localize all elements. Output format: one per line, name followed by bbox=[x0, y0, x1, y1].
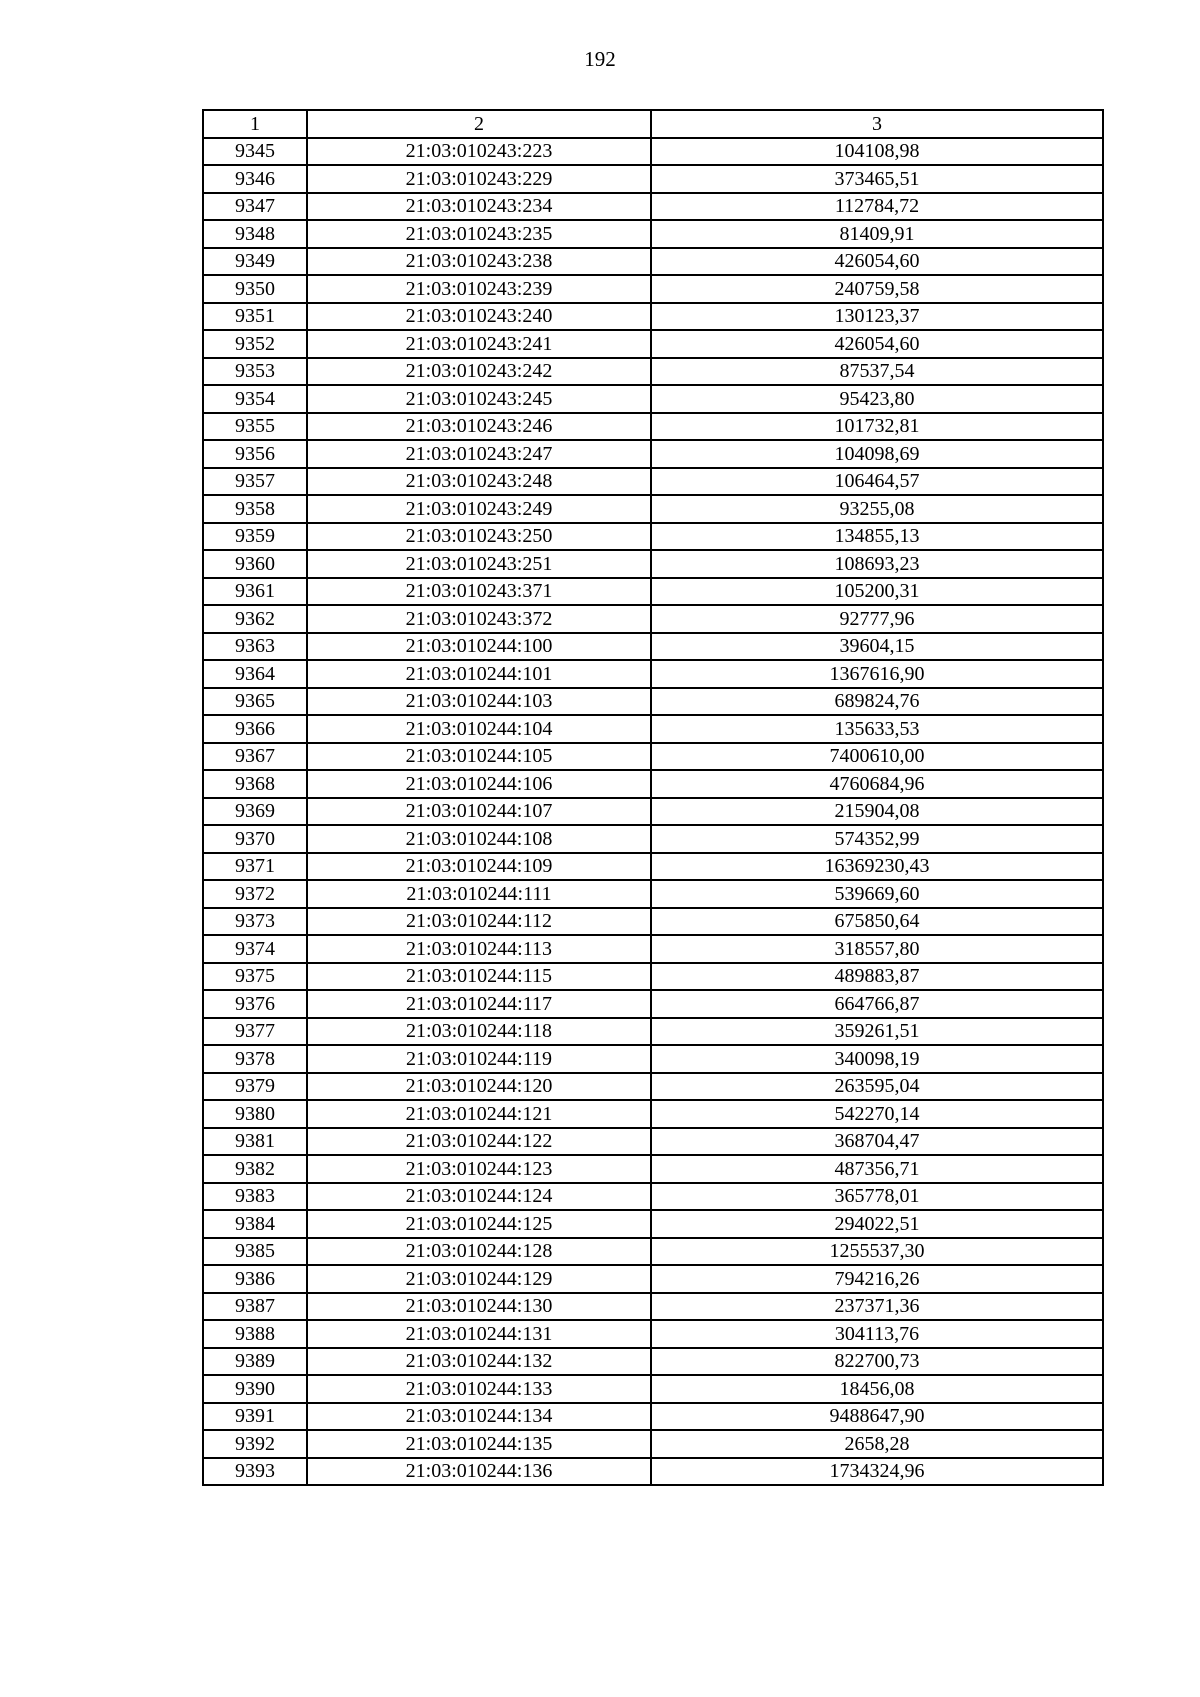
cadastral-number-cell: 21:03:010243:248 bbox=[307, 468, 651, 496]
cadastral-value-cell: 539669,60 bbox=[651, 880, 1103, 908]
cadastral-value-cell: 426054,60 bbox=[651, 330, 1103, 358]
cadastral-value-cell: 101732,81 bbox=[651, 413, 1103, 441]
cadastral-value-cell: 373465,51 bbox=[651, 165, 1103, 193]
row-number-cell: 9378 bbox=[203, 1045, 307, 1073]
cadastral-value-cell: 39604,15 bbox=[651, 633, 1103, 661]
cadastral-value-cell: 16369230,43 bbox=[651, 853, 1103, 881]
cadastral-number-cell: 21:03:010243:249 bbox=[307, 495, 651, 523]
row-number-cell: 9392 bbox=[203, 1430, 307, 1458]
row-number-cell: 9345 bbox=[203, 138, 307, 166]
cadastral-number-cell: 21:03:010243:372 bbox=[307, 605, 651, 633]
table-row bbox=[203, 138, 1103, 166]
cadastral-value-cell: 135633,53 bbox=[651, 715, 1103, 743]
cadastral-value-cell: 318557,80 bbox=[651, 935, 1103, 963]
table-row bbox=[203, 688, 1103, 716]
table-row bbox=[203, 578, 1103, 606]
row-number-cell: 9360 bbox=[203, 550, 307, 578]
cadastral-number-cell: 21:03:010243:235 bbox=[307, 220, 651, 248]
table-header-row bbox=[203, 110, 1103, 138]
cadastral-value-cell: 294022,51 bbox=[651, 1210, 1103, 1238]
row-number-cell: 9357 bbox=[203, 468, 307, 496]
cadastral-number-cell: 21:03:010244:118 bbox=[307, 1018, 651, 1046]
cadastral-value-cell: 87537,54 bbox=[651, 358, 1103, 386]
cadastral-number-cell: 21:03:010244:101 bbox=[307, 660, 651, 688]
cadastral-number-cell: 21:03:010243:234 bbox=[307, 193, 651, 221]
table-row bbox=[203, 1155, 1103, 1183]
table-row bbox=[203, 165, 1103, 193]
cadastral-number-cell: 21:03:010243:229 bbox=[307, 165, 651, 193]
cadastral-value-cell: 18456,08 bbox=[651, 1375, 1103, 1403]
cadastral-number-cell: 21:03:010244:134 bbox=[307, 1403, 651, 1431]
cadastral-number-cell: 21:03:010244:125 bbox=[307, 1210, 651, 1238]
cadastral-value-cell: 340098,19 bbox=[651, 1045, 1103, 1073]
row-number-cell: 9353 bbox=[203, 358, 307, 386]
row-number-cell: 9375 bbox=[203, 963, 307, 991]
table-row bbox=[203, 633, 1103, 661]
table-row bbox=[203, 770, 1103, 798]
row-number-cell: 9369 bbox=[203, 798, 307, 826]
cadastral-number-cell: 21:03:010243:245 bbox=[307, 385, 651, 413]
cadastral-number-cell: 21:03:010243:251 bbox=[307, 550, 651, 578]
cadastral-number-cell: 21:03:010244:120 bbox=[307, 1073, 651, 1101]
cadastral-number-cell: 21:03:010244:119 bbox=[307, 1045, 651, 1073]
row-number-cell: 9356 bbox=[203, 440, 307, 468]
cadastral-value-cell: 237371,36 bbox=[651, 1293, 1103, 1321]
cadastral-number-cell: 21:03:010244:131 bbox=[307, 1320, 651, 1348]
cadastral-number-cell: 21:03:010244:135 bbox=[307, 1430, 651, 1458]
table-body bbox=[203, 138, 1103, 1486]
cadastral-number-cell: 21:03:010244:113 bbox=[307, 935, 651, 963]
table-row bbox=[203, 1293, 1103, 1321]
row-number-cell: 9373 bbox=[203, 908, 307, 936]
table-row bbox=[203, 440, 1103, 468]
table-row bbox=[203, 1073, 1103, 1101]
row-number-cell: 9393 bbox=[203, 1458, 307, 1486]
cadastral-number-cell: 21:03:010244:104 bbox=[307, 715, 651, 743]
row-number-cell: 9358 bbox=[203, 495, 307, 523]
table-row bbox=[203, 1045, 1103, 1073]
table-row bbox=[203, 1128, 1103, 1156]
row-number-cell: 9387 bbox=[203, 1293, 307, 1321]
row-number-cell: 9391 bbox=[203, 1403, 307, 1431]
row-number-cell: 9367 bbox=[203, 743, 307, 771]
row-number-cell: 9352 bbox=[203, 330, 307, 358]
row-number-cell: 9371 bbox=[203, 853, 307, 881]
column-header-3: 3 bbox=[651, 110, 1103, 138]
cadastral-number-cell: 21:03:010243:238 bbox=[307, 248, 651, 276]
cadastral-value-cell: 104108,98 bbox=[651, 138, 1103, 166]
row-number-cell: 9349 bbox=[203, 248, 307, 276]
table-row bbox=[203, 1403, 1103, 1431]
row-number-cell: 9390 bbox=[203, 1375, 307, 1403]
cadastral-value-cell: 689824,76 bbox=[651, 688, 1103, 716]
table-row bbox=[203, 303, 1103, 331]
cadastral-number-cell: 21:03:010244:128 bbox=[307, 1238, 651, 1266]
row-number-cell: 9377 bbox=[203, 1018, 307, 1046]
table-row bbox=[203, 468, 1103, 496]
table-row bbox=[203, 495, 1103, 523]
cadastral-number-cell: 21:03:010244:122 bbox=[307, 1128, 651, 1156]
cadastral-value-cell: 426054,60 bbox=[651, 248, 1103, 276]
cadastral-value-cell: 104098,69 bbox=[651, 440, 1103, 468]
row-number-cell: 9359 bbox=[203, 523, 307, 551]
cadastral-number-cell: 21:03:010244:121 bbox=[307, 1100, 651, 1128]
cadastral-number-cell: 21:03:010244:117 bbox=[307, 990, 651, 1018]
row-number-cell: 9346 bbox=[203, 165, 307, 193]
cadastral-number-cell: 21:03:010244:106 bbox=[307, 770, 651, 798]
row-number-cell: 9370 bbox=[203, 825, 307, 853]
cadastral-value-cell: 368704,47 bbox=[651, 1128, 1103, 1156]
cadastral-value-cell: 1367616,90 bbox=[651, 660, 1103, 688]
row-number-cell: 9368 bbox=[203, 770, 307, 798]
cadastral-number-cell: 21:03:010243:371 bbox=[307, 578, 651, 606]
cadastral-value-cell: 2658,28 bbox=[651, 1430, 1103, 1458]
cadastral-value-cell: 106464,57 bbox=[651, 468, 1103, 496]
table-row bbox=[203, 1430, 1103, 1458]
row-number-cell: 9388 bbox=[203, 1320, 307, 1348]
cadastral-number-cell: 21:03:010244:115 bbox=[307, 963, 651, 991]
table-row bbox=[203, 523, 1103, 551]
cadastral-value-cell: 664766,87 bbox=[651, 990, 1103, 1018]
table-row bbox=[203, 1375, 1103, 1403]
cadastral-number-cell: 21:03:010243:242 bbox=[307, 358, 651, 386]
cadastral-value-cell: 112784,72 bbox=[651, 193, 1103, 221]
cadastral-number-cell: 21:03:010244:133 bbox=[307, 1375, 651, 1403]
table-row bbox=[203, 1265, 1103, 1293]
cadastral-number-cell: 21:03:010243:250 bbox=[307, 523, 651, 551]
cadastral-number-cell: 21:03:010244:124 bbox=[307, 1183, 651, 1211]
row-number-cell: 9389 bbox=[203, 1348, 307, 1376]
row-number-cell: 9361 bbox=[203, 578, 307, 606]
cadastral-value-cell: 4760684,96 bbox=[651, 770, 1103, 798]
row-number-cell: 9382 bbox=[203, 1155, 307, 1183]
cadastral-value-table bbox=[202, 109, 1104, 1486]
cadastral-value-cell: 263595,04 bbox=[651, 1073, 1103, 1101]
cadastral-number-cell: 21:03:010243:246 bbox=[307, 413, 651, 441]
table-row bbox=[203, 743, 1103, 771]
table-row bbox=[203, 715, 1103, 743]
table-row bbox=[203, 1458, 1103, 1486]
cadastral-value-cell: 92777,96 bbox=[651, 605, 1103, 633]
row-number-cell: 9386 bbox=[203, 1265, 307, 1293]
row-number-cell: 9374 bbox=[203, 935, 307, 963]
table-row bbox=[203, 880, 1103, 908]
cadastral-value-cell: 574352,99 bbox=[651, 825, 1103, 853]
table-row bbox=[203, 1100, 1103, 1128]
row-number-cell: 9355 bbox=[203, 413, 307, 441]
row-number-cell: 9379 bbox=[203, 1073, 307, 1101]
table-row bbox=[203, 275, 1103, 303]
cadastral-value-cell: 215904,08 bbox=[651, 798, 1103, 826]
cadastral-value-cell: 304113,76 bbox=[651, 1320, 1103, 1348]
table-row bbox=[203, 1238, 1103, 1266]
cadastral-value-cell: 105200,31 bbox=[651, 578, 1103, 606]
table-row bbox=[203, 1348, 1103, 1376]
cadastral-value-cell: 93255,08 bbox=[651, 495, 1103, 523]
cadastral-value-cell: 7400610,00 bbox=[651, 743, 1103, 771]
row-number-cell: 9351 bbox=[203, 303, 307, 331]
row-number-cell: 9354 bbox=[203, 385, 307, 413]
row-number-cell: 9380 bbox=[203, 1100, 307, 1128]
cadastral-number-cell: 21:03:010244:108 bbox=[307, 825, 651, 853]
cadastral-number-cell: 21:03:010244:136 bbox=[307, 1458, 651, 1486]
row-number-cell: 9376 bbox=[203, 990, 307, 1018]
cadastral-value-cell: 9488647,90 bbox=[651, 1403, 1103, 1431]
table-row bbox=[203, 550, 1103, 578]
cadastral-value-cell: 108693,23 bbox=[651, 550, 1103, 578]
cadastral-number-cell: 21:03:010244:132 bbox=[307, 1348, 651, 1376]
cadastral-value-cell: 794216,26 bbox=[651, 1265, 1103, 1293]
cadastral-number-cell: 21:03:010243:241 bbox=[307, 330, 651, 358]
cadastral-value-cell: 95423,80 bbox=[651, 385, 1103, 413]
cadastral-number-cell: 21:03:010244:105 bbox=[307, 743, 651, 771]
cadastral-value-cell: 134855,13 bbox=[651, 523, 1103, 551]
row-number-cell: 9347 bbox=[203, 193, 307, 221]
cadastral-number-cell: 21:03:010243:240 bbox=[307, 303, 651, 331]
cadastral-number-cell: 21:03:010244:109 bbox=[307, 853, 651, 881]
row-number-cell: 9372 bbox=[203, 880, 307, 908]
cadastral-number-cell: 21:03:010244:111 bbox=[307, 880, 651, 908]
cadastral-number-cell: 21:03:010244:123 bbox=[307, 1155, 651, 1183]
cadastral-value-cell: 822700,73 bbox=[651, 1348, 1103, 1376]
row-number-cell: 9366 bbox=[203, 715, 307, 743]
row-number-cell: 9365 bbox=[203, 688, 307, 716]
row-number-cell: 9364 bbox=[203, 660, 307, 688]
table-row bbox=[203, 798, 1103, 826]
cadastral-number-cell: 21:03:010244:129 bbox=[307, 1265, 651, 1293]
row-number-cell: 9348 bbox=[203, 220, 307, 248]
table-row bbox=[203, 248, 1103, 276]
table-row bbox=[203, 1320, 1103, 1348]
cadastral-number-cell: 21:03:010243:247 bbox=[307, 440, 651, 468]
cadastral-number-cell: 21:03:010244:130 bbox=[307, 1293, 651, 1321]
cadastral-value-cell: 130123,37 bbox=[651, 303, 1103, 331]
cadastral-value-cell: 365778,01 bbox=[651, 1183, 1103, 1211]
cadastral-value-cell: 542270,14 bbox=[651, 1100, 1103, 1128]
table-row bbox=[203, 1210, 1103, 1238]
row-number-cell: 9384 bbox=[203, 1210, 307, 1238]
table-row bbox=[203, 963, 1103, 991]
table-row bbox=[203, 385, 1103, 413]
table-row bbox=[203, 605, 1103, 633]
cadastral-number-cell: 21:03:010244:103 bbox=[307, 688, 651, 716]
cadastral-value-cell: 489883,87 bbox=[651, 963, 1103, 991]
cadastral-value-cell: 487356,71 bbox=[651, 1155, 1103, 1183]
table-row bbox=[203, 1018, 1103, 1046]
cadastral-number-cell: 21:03:010244:112 bbox=[307, 908, 651, 936]
cadastral-number-cell: 21:03:010243:223 bbox=[307, 138, 651, 166]
table-row bbox=[203, 908, 1103, 936]
cadastral-value-cell: 359261,51 bbox=[651, 1018, 1103, 1046]
table-row bbox=[203, 220, 1103, 248]
row-number-cell: 9362 bbox=[203, 605, 307, 633]
cadastral-value-cell: 675850,64 bbox=[651, 908, 1103, 936]
cadastral-number-cell: 21:03:010244:107 bbox=[307, 798, 651, 826]
cadastral-value-cell: 1734324,96 bbox=[651, 1458, 1103, 1486]
row-number-cell: 9350 bbox=[203, 275, 307, 303]
cadastral-value-cell: 81409,91 bbox=[651, 220, 1103, 248]
table-row bbox=[203, 825, 1103, 853]
table-row bbox=[203, 853, 1103, 881]
cadastral-number-cell: 21:03:010243:239 bbox=[307, 275, 651, 303]
page-number: 192 bbox=[584, 47, 616, 71]
table-row bbox=[203, 935, 1103, 963]
table-row bbox=[203, 193, 1103, 221]
row-number-cell: 9383 bbox=[203, 1183, 307, 1211]
cadastral-value-cell: 240759,58 bbox=[651, 275, 1103, 303]
column-header-2: 2 bbox=[307, 110, 651, 138]
table-row bbox=[203, 1183, 1103, 1211]
row-number-cell: 9381 bbox=[203, 1128, 307, 1156]
table-row bbox=[203, 413, 1103, 441]
cadastral-value-cell: 1255537,30 bbox=[651, 1238, 1103, 1266]
cadastral-number-cell: 21:03:010244:100 bbox=[307, 633, 651, 661]
table-row bbox=[203, 660, 1103, 688]
table-row bbox=[203, 330, 1103, 358]
row-number-cell: 9363 bbox=[203, 633, 307, 661]
table-row bbox=[203, 990, 1103, 1018]
row-number-cell: 9385 bbox=[203, 1238, 307, 1266]
table-row bbox=[203, 358, 1103, 386]
column-header-1: 1 bbox=[203, 110, 307, 138]
